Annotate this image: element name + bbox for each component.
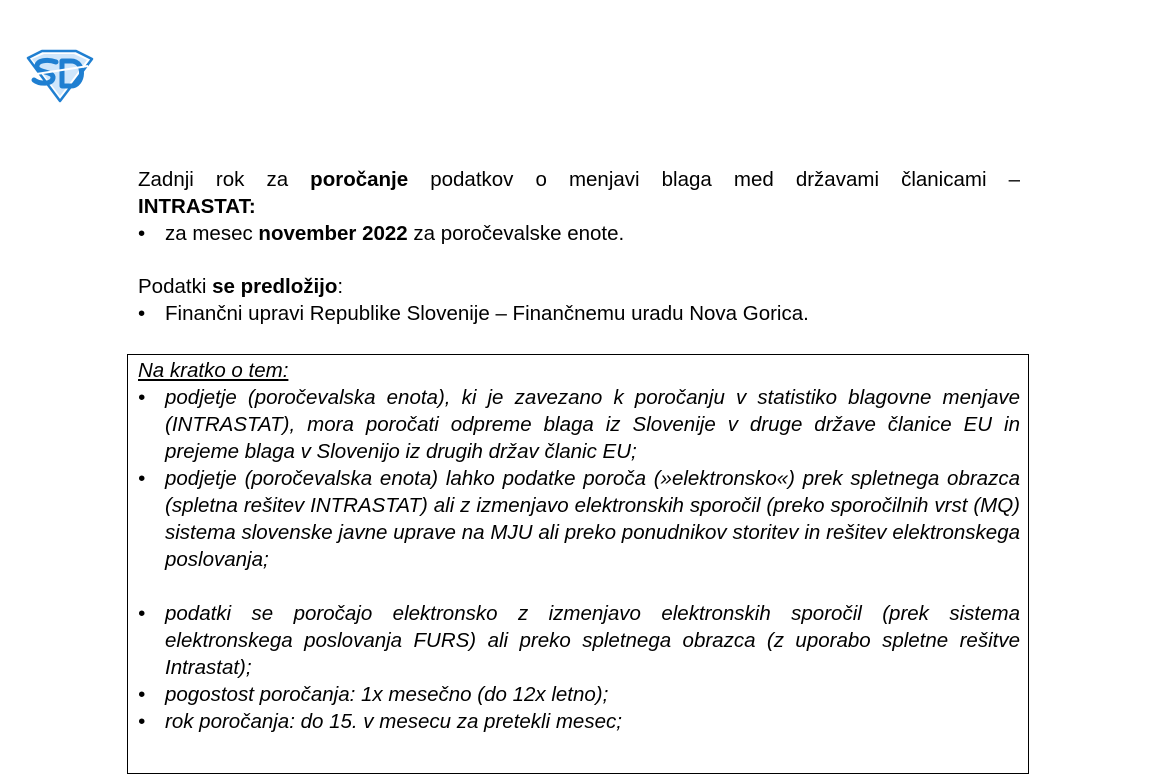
summary-item-5: • rok poročanja: do 15. v mesecu za pretekli mesec;	[138, 708, 1020, 735]
summary-heading-text: Na kratko o tem:	[138, 359, 289, 382]
bullet-text: za mesec	[165, 222, 259, 245]
summary-content	[138, 357, 1020, 735]
deadline-text-cont: podatkov o menjavi blaga med državami članicami –	[408, 168, 1020, 191]
deadline-text: Zadnji rok za	[138, 168, 311, 191]
bullet-text-cont: za poročevalske enote.	[407, 222, 625, 245]
summary-item-2: • podjetje (poročevalska enota) lahko podatke poroča (»elektronsko«) prek spletnega obrazca (spletna rešitev INTRASTAT) ali z izmenjavo elektronskih sporočil (preko sporočilnih vrst (MQ) sistema slovenske javne uprave na MJU ali preko ponudnikov storitev in rešitev elektronskega poslovanja;	[138, 465, 1020, 573]
submit-colon: :	[337, 275, 344, 298]
summary-item-3: • podatki se poročajo elektronsko z izmenjavo elektronskih sporočil (prek sistema elektronskega poslovanja FURS) ali preko spletnega obrazca (z uporabo spletne rešitve Intrastat);	[138, 600, 1020, 681]
spacer	[138, 573, 1020, 600]
submit-text: Podatki	[138, 275, 213, 298]
period-bold-text: november 2022	[258, 222, 408, 245]
deadline-section	[138, 166, 1020, 247]
submit-section	[138, 273, 1020, 327]
summary-item-4: • pogostost poročanja: 1x mesečno (do 12x letno);	[138, 681, 1020, 708]
submit-label-line	[138, 273, 1020, 300]
summary-box	[127, 354, 1029, 774]
submit-bold-text: se predložijo	[212, 275, 338, 298]
deadline-line-1	[138, 166, 1020, 193]
summary-item-1: • podjetje (poročevalska enota), ki je zavezano k poročanju v statistiko blagovne menjave (INTRASTAT), mora poročati odpreme blaga iz Slovenije v druge države članice EU in prejeme blaga v Slovenijo iz drugih držav članic EU;	[138, 384, 1020, 465]
deadline-line-2	[138, 193, 1020, 220]
intrastat-label: INTRASTAT:	[138, 195, 256, 218]
sd-shield-logo-icon	[22, 48, 96, 104]
deadline-bullet	[138, 220, 1020, 247]
summary-heading	[138, 357, 1020, 384]
submit-bullet: • Finančni upravi Republike Slovenije – Finančnemu uradu Nova Gorica.	[138, 300, 1020, 327]
deadline-bold-text: poročanje	[310, 168, 409, 191]
